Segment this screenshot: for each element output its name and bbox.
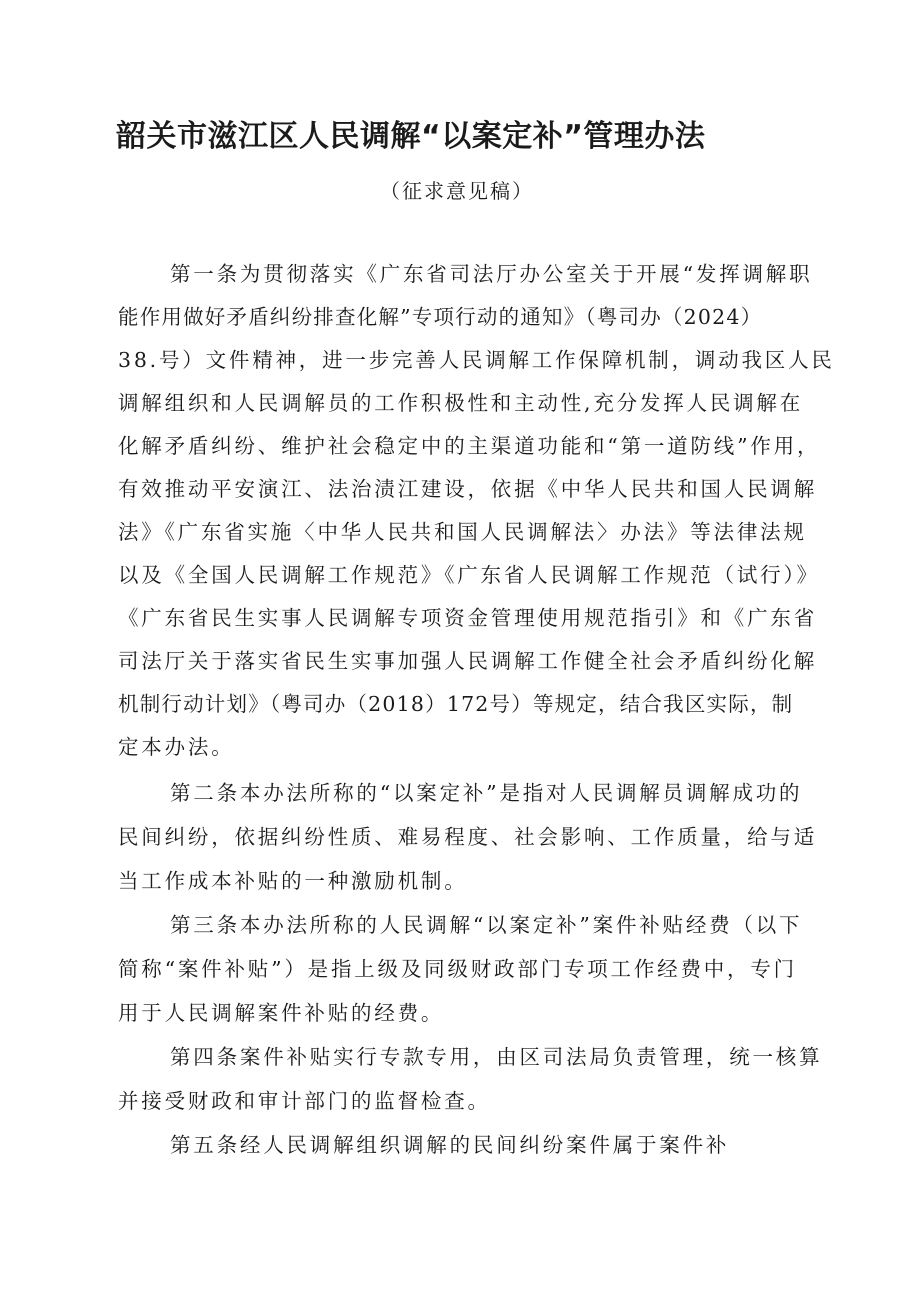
article-2-line-1: 第二条本办法所称的“以案定补”是指对人民调解员调解成功的 [170,781,803,805]
article-2-line-2: 民间纠纷，依据纠纷性质、难易程度、社会影响、工作质量，给与适 [118,825,817,849]
article-1-line-10: 司法厅关于落实省民生实事加强人民调解工作健全社会矛盾纠纷化解 [118,649,817,673]
article-1-line-7: 法》《广东省实施〈中华人民共和国人民调解法〉办法》等法律法规 [118,520,807,544]
article-1-line-1: 第一条为贯彻落实《广东省司法厅办公室关于开展“发挥调解职 [170,262,813,286]
article-1-line-3: 38.号）文件精神，进一步完善人民调解工作保障机制，调动我区人民 [118,348,835,372]
article-1-line-8: 以及《全国人民调解工作规范》《广东省人民调解工作规范（试行）》 [118,563,820,587]
article-5-line-1: 第五条经人民调解组织调解的民间纠纷案件属于案件补 [170,1133,730,1157]
article-1-line-9: 《广东省民生实事人民调解专项资金管理使用规范指引》和《广东省 [118,606,817,630]
document-subtitle: （征求意见稿） [380,179,534,203]
article-1-line-6: 有效推动平安演江、法治渍江建设，依据《中华人民共和国人民调解 [118,477,817,501]
article-1-line-2: 能作用做好矛盾纠纷排查化解”专项行动的通知》（粤司办（2024） [118,305,763,329]
article-4-line-2: 并接受财政和审计部门的监督检查。 [118,1089,491,1113]
article-3-line-1: 第三条本办法所称的人民调解“以案定补”案件补贴经费（以下 [170,913,803,937]
article-4-line-1: 第四条案件补贴实行专款专用，由区司法局负责管理，统一核算 [170,1045,823,1069]
document-title: 韶关市滋江区人民调解“以案定补”管理办法 [116,119,706,154]
article-1-line-5: 化解矛盾纠纷、维护社会稳定中的主渠道功能和“第一道防线”作用， [118,434,821,458]
article-1-line-4: 调解组织和人民调解员的工作积极性和主动性,充分发挥人民调解在 [118,391,804,415]
article-3-line-3: 用于人民调解案件补贴的经费。 [118,1001,445,1025]
article-1-line-12: 定本办法。 [118,735,235,759]
article-1-line-11: 机制行动计划》（粤司办（2018）172号）等规定，结合我区实际，制 [118,692,794,716]
article-3-line-2: 简称“案件补贴”）是指上级及同级财政部门专项工作经费中，专门 [118,957,797,981]
article-2-line-3: 当工作成本补贴的一种激励机制。 [118,869,468,893]
